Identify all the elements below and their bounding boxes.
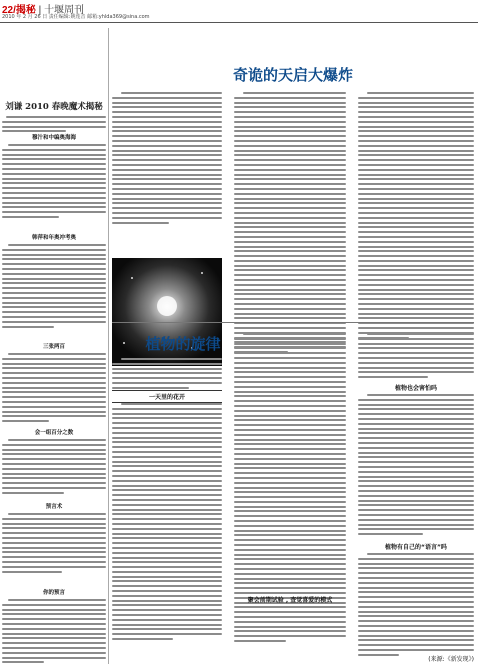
issue-meta: 2010 年 2 月 26 日 责任编辑:姚莲音 邮箱:yhlda369@sina.com: [2, 14, 150, 20]
sidebar-paragraph-3: [2, 353, 106, 425]
article-2-title: 植物的旋律: [145, 335, 221, 353]
sidebar-paragraph-2: [2, 244, 106, 330]
article-2-subheading-center: 聚会前期试验 , 查觉喜爱的模式: [247, 597, 333, 604]
article-2-column-1b: [112, 403, 222, 643]
article-2-column-3a: [358, 333, 474, 381]
page-number: 22/: [2, 5, 16, 16]
article-2-column-1: [112, 358, 222, 392]
sidebar-paragraph-6: [2, 599, 106, 666]
article-2-subheading-3: 植物有自己的“语言”吗: [385, 544, 447, 551]
sidebar-paragraph-5: [2, 513, 106, 575]
brand-name: 揭秘: [15, 5, 36, 16]
sidebar-heading-1: 穆汁和中编奥海海: [31, 135, 76, 141]
sidebar-paragraph-1: [2, 144, 106, 221]
sidebar-paragraph-4: [2, 439, 106, 497]
section-name: | 十堰周刊: [35, 5, 85, 16]
article-1-column-1: [112, 92, 222, 226]
sidebar-heading-6: 你的预言: [42, 590, 65, 596]
sidebar-heading-2: 韩萍和年奥冲考奥: [31, 235, 76, 241]
sidebar-heading-4: 会一组百分之数: [34, 430, 74, 436]
article-2-source: (来源:《新发现》): [428, 656, 474, 663]
header-rule: [0, 22, 478, 23]
page-header: [0, 0, 478, 24]
article-2-subheading-1: 一天里的花开: [112, 390, 222, 403]
article-2-subheading-2: 植物也会害怕吗: [394, 385, 437, 392]
article-1-column-2: [234, 92, 346, 356]
article-divider: [112, 322, 474, 323]
article-2-column-3b: [358, 394, 474, 538]
sidebar-heading-3: 三张两百: [42, 344, 65, 350]
article-1-column-3: [358, 92, 474, 341]
sidebar-title: 刘谦 2010 春晚魔术揭秘: [5, 102, 103, 112]
article-1-title: 奇诡的天启大爆炸: [232, 66, 353, 84]
sidebar-heading-5: 预言术: [45, 504, 63, 510]
article-2-column-3c: [358, 553, 474, 659]
